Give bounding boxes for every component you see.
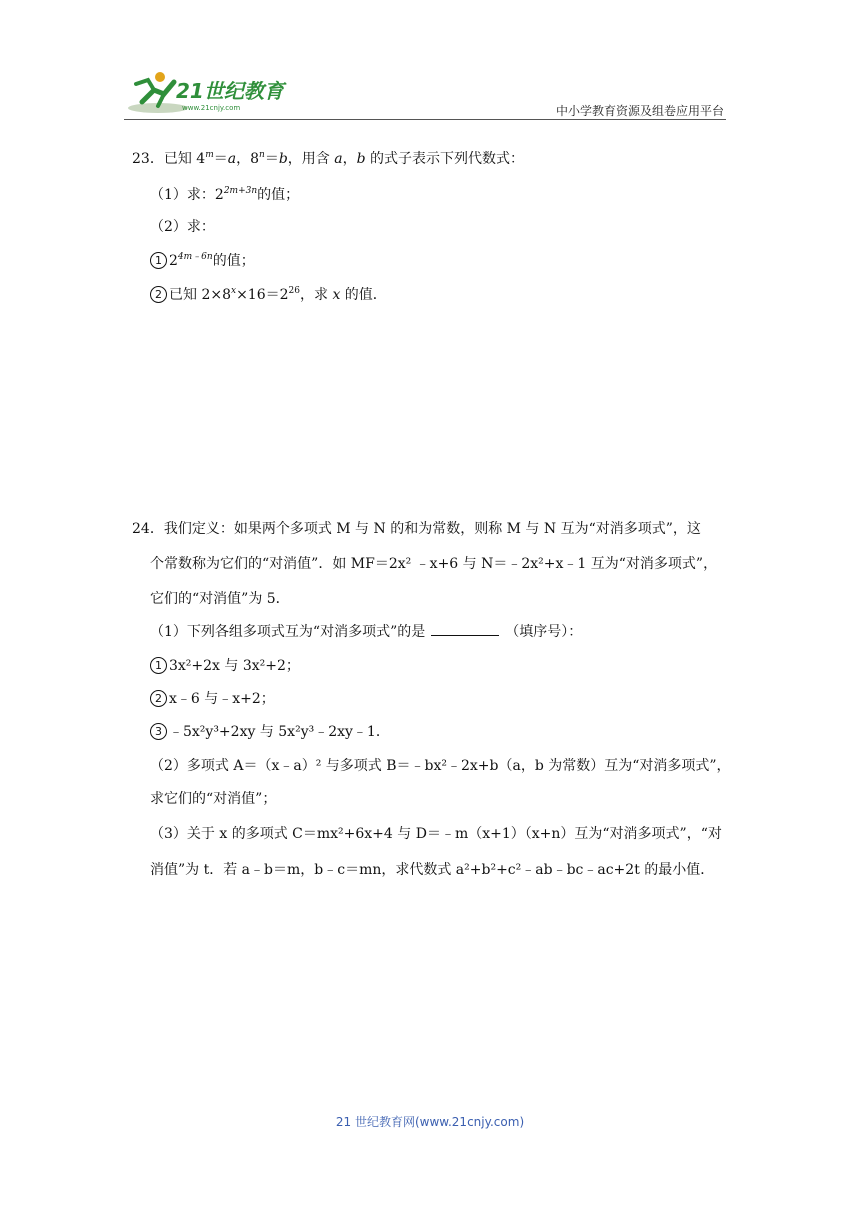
- answer-blank[interactable]: [431, 623, 499, 636]
- logo-url: www.21cnjy.com: [182, 104, 241, 112]
- q24-part1: （1）下列各组多项式互为“对消多项式”的是 （填序号）：: [150, 624, 583, 640]
- q23-stem: 23．已知 $4^m=a$，$8^n=b$，用含 a，b 的式子表示下列代数式：: [132, 150, 525, 167]
- q24-part3-line-2: 消值”为 t．若 a﹣b＝m，b﹣c＝mn，求代数式 a²+b²+c²﹣ab﹣bc﹣ac+2t 的最小值．: [150, 862, 715, 878]
- q23-sub2: 2 已知 $2\times 8^x\times 16=2^{26}$，求 x 的值．: [150, 284, 387, 304]
- q23-part2: （2）求：: [150, 219, 215, 235]
- logo-title: 21世纪教育: [176, 79, 284, 103]
- circled-number-3: 3: [150, 723, 167, 740]
- page-header: [124, 68, 726, 120]
- q24-part3-line-1: （3）关于 x 的多项式 C＝mx²+6x+4 与 D＝﹣m（x+1）（x+n）互为“对消多项式”，“对: [150, 826, 722, 842]
- q24-part2-line-1: （2）多项式 A＝（x﹣a）² 与多项式 B＝﹣bx²﹣2x+b（a，b 为常数）互为“对消多项式”，: [150, 758, 731, 774]
- q23-part1: （1）求：$2^{2m+3n}$的值；: [150, 186, 300, 203]
- circled-number-1: 1: [150, 252, 167, 269]
- circled-number-2: 2: [150, 690, 167, 707]
- logo-21cnjy: [124, 68, 294, 116]
- header-divider: [124, 119, 726, 120]
- q24-part2-line-2: 求它们的“对消值”；: [150, 791, 277, 807]
- q24-line-3: 它们的“对消值”为 5．: [150, 591, 290, 607]
- circled-number-2: 2: [150, 286, 167, 303]
- page-footer: 21 世纪教育网(www.21cnjy.com): [335, 1115, 525, 1129]
- q23-sub1: 1 $2^{4m﹣6n}$的值；: [150, 250, 255, 270]
- q24-option-3: 3 ﹣5x²y³+2xy 与 5x²y³﹣2xy﹣1．: [150, 721, 390, 741]
- q24-line-2: 个常数称为它们的“对消值”．如 MF＝2x² ﹣x+6 与 N＝﹣2x²+x﹣1 互为“对消多项式”，: [150, 556, 718, 572]
- header-slogan: 中小学教育资源及组卷应用平台: [555, 104, 724, 118]
- q24-line-1: 24．我们定义：如果两个多项式 M 与 N 的和为常数，则称 M 与 N 互为“对消多项式”，这: [132, 521, 701, 537]
- q24-option-1: 1 3x²+2x 与 3x²+2；: [150, 655, 300, 675]
- circled-number-1: 1: [150, 657, 167, 674]
- q24-option-2: 2 x﹣6 与﹣x+2；: [150, 688, 275, 708]
